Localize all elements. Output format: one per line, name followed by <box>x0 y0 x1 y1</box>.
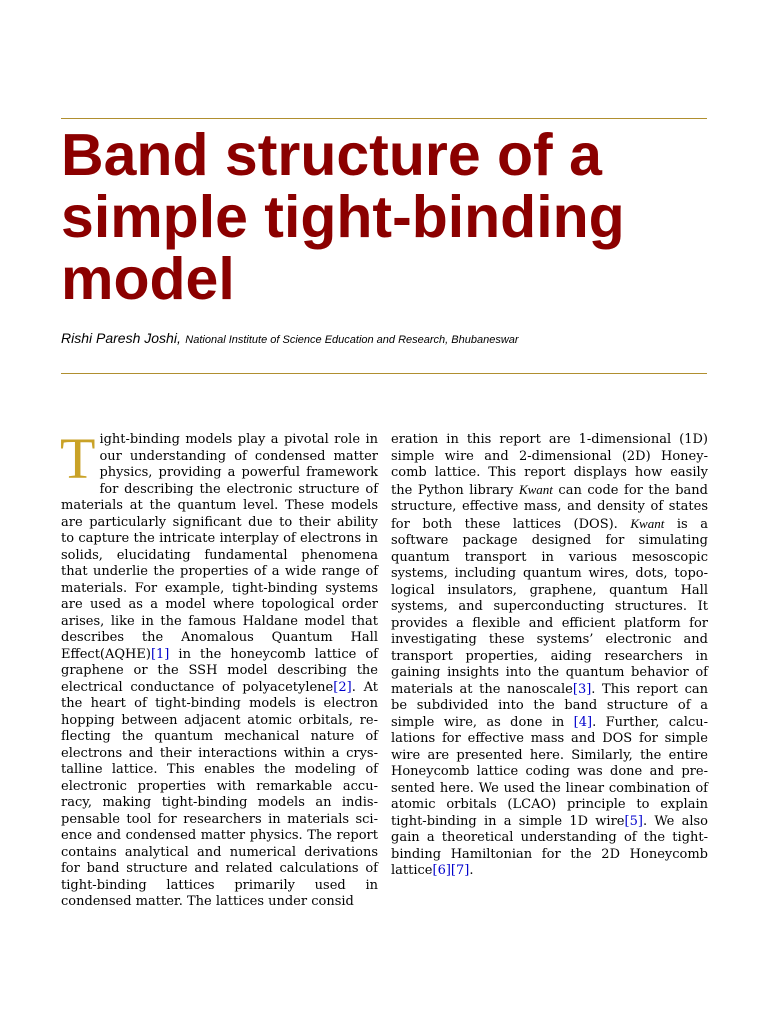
body-text: . We also gain a theoretical understanding of the tight-binding Hamiltonian for the 2D Honeycomb lattice <box>391 813 708 878</box>
citation-link[interactable]: [1] <box>150 646 170 662</box>
citation-link[interactable]: [7] <box>450 863 470 878</box>
body-text: can code for the band structure, effective mass, and density of states for both these lattices (DOS). <box>391 482 708 532</box>
citation-link[interactable]: [6] <box>432 863 451 878</box>
body-text: ight-binding models play a pivotal role in our understanding of condensed matter physics, providing a powerful framework for describing the electronic structure of materials at the quantum level. These models are particularly significant due to their ability to capture the intricate interplay of electrons in solids, elucidating fundamental phenomena that underlie the properties of a wide range of materials. For example, tight-binding systems are used as a model where topological order arises, like in the famous Haldane model that describes the Anomalous Quantum Hall Effect(AQHE) <box>61 432 378 662</box>
body-text: . At the heart of tight-binding models is electron hopping between adjacent atomic orbitals, reflecting the quantum mechanical nature of electrons and their interactions within a crystalline lattice. This enables the modeling of electronic properties with remarkable accuracy, making tight-binding models an indispensable tool for researchers in materials science and condensed matter physics. The report contains analytical and numerical derivations for band structure and related calculations of tight-binding lattices primarily used in condensed matter. The lattices under consid <box>61 679 378 909</box>
kwant-name: Kwant <box>518 481 553 497</box>
body-text: . <box>469 863 474 878</box>
author-name: Rishi Paresh Joshi, <box>61 330 181 346</box>
drop-cap: T <box>60 426 96 491</box>
body-text: in the honeycomb lattice of graphene or the SSH model describing the electrical conductance of polyacetylene <box>61 646 378 695</box>
paper-title: Band structure of a simple tight-binding model <box>61 122 625 312</box>
kwant-name: Kwant <box>630 515 665 531</box>
header-bottom-rule <box>61 373 707 374</box>
citation-link[interactable]: [5] <box>624 813 643 829</box>
body-text: is a software package designed for simulating quantum transport in various mesoscopic systems, including quantum wires, dots, topological insulators, graphene, quantum Hall systems, and superconducting structures. It provides a flexible and efficient platform for investigating these systems’ electronic and transport properties, aiding researchers in gaining insights into the quantum behavior of materials at the nanoscale <box>391 516 708 697</box>
body-text: eration in this report are 1-dimensional (1D) simple wire and 2-dimensional (2D) Honeycomb lattice. This report displays how easily the Python library <box>391 432 708 498</box>
body-column-left <box>60 426 378 911</box>
citation-link[interactable]: [4] <box>573 714 593 730</box>
byline <box>61 330 721 348</box>
body-text: . This report can be subdivided into the band structure of a simple wire, as done in <box>391 681 708 730</box>
body-text: . Further, calculations for effective mass and DOS for simple wire are presented here. Similarly, the entire Honeycomb lattice coding was done and presented here. We used the linear combination of atomic orbitals (LCAO) principle to explain tight-binding in a simple 1D wire <box>391 714 709 829</box>
citation-link[interactable]: [3] <box>572 681 592 697</box>
body-column-right <box>391 432 708 880</box>
author-affiliation: National Institute of Science Education and Research, Bhubaneswar <box>185 334 519 346</box>
top-rule <box>61 118 707 119</box>
citation-link[interactable]: [2] <box>333 679 352 695</box>
